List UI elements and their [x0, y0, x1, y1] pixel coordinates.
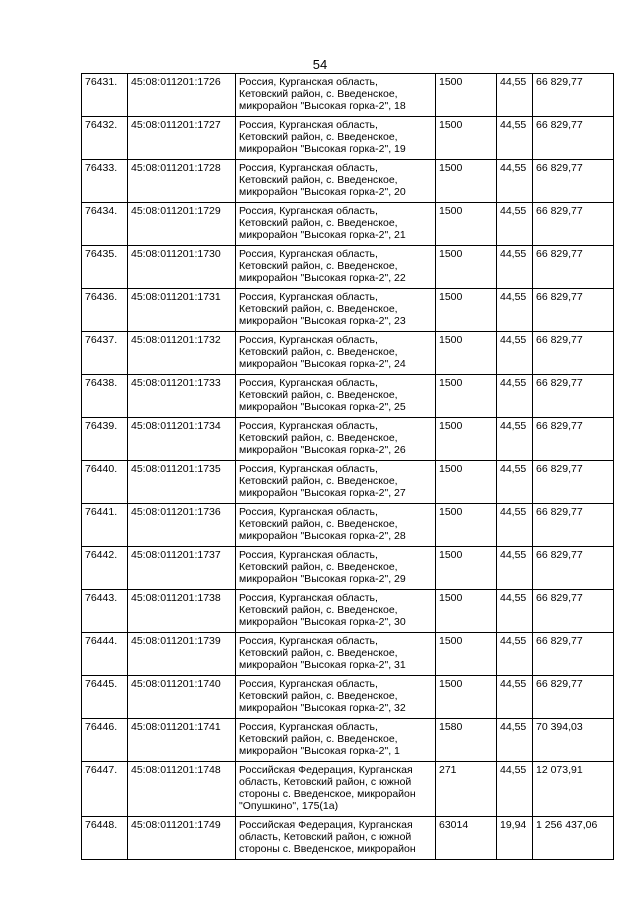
cadastral-value-cell: 66 829,77 [533, 289, 614, 332]
row-number-cell: 76445. [82, 676, 128, 719]
rate-cell: 44,55 [497, 418, 533, 461]
cadastral-value-cell: 66 829,77 [533, 246, 614, 289]
cadastral-number-cell: 45:08:011201:1735 [128, 461, 236, 504]
rate-cell: 44,55 [497, 719, 533, 762]
cadastral-value-cell: 66 829,77 [533, 160, 614, 203]
page-number: 54 [312, 57, 328, 72]
cadastral-value-cell: 12 073,91 [533, 762, 614, 817]
table-row [82, 160, 614, 203]
address-cell: Россия, Курганская область, Кетовский район, с. Введенское, микрорайон "Высокая горка-2", 1 [236, 719, 436, 762]
row-number-cell: 76433. [82, 160, 128, 203]
address-cell: Россия, Курганская область, Кетовский район, с. Введенское, микрорайон "Высокая горка-2", 32 [236, 676, 436, 719]
table-row [82, 719, 614, 762]
row-number-cell: 76437. [82, 332, 128, 375]
address-cell: Россия, Курганская область, Кетовский район, с. Введенское, микрорайон "Высокая горка-2", 19 [236, 117, 436, 160]
rate-cell: 44,55 [497, 504, 533, 547]
row-number-cell: 76443. [82, 590, 128, 633]
address-cell: Россия, Курганская область, Кетовский район, с. Введенское, микрорайон "Высокая горка-2", 30 [236, 590, 436, 633]
table-body [82, 74, 614, 860]
area-cell: 1500 [436, 676, 497, 719]
cadastral-number-cell: 45:08:011201:1728 [128, 160, 236, 203]
cadastral-number-cell: 45:08:011201:1749 [128, 817, 236, 860]
cadastral-value-cell: 66 829,77 [533, 547, 614, 590]
row-number-cell: 76447. [82, 762, 128, 817]
table-row [82, 817, 614, 860]
cadastral-number-cell: 45:08:011201:1738 [128, 590, 236, 633]
area-cell: 1500 [436, 418, 497, 461]
row-number-cell: 76432. [82, 117, 128, 160]
area-cell: 1500 [436, 289, 497, 332]
address-cell: Россия, Курганская область, Кетовский район, с. Введенское, микрорайон "Высокая горка-2", 28 [236, 504, 436, 547]
cadastral-number-cell: 45:08:011201:1727 [128, 117, 236, 160]
table-row [82, 246, 614, 289]
row-number-cell: 76440. [82, 461, 128, 504]
cadastral-number-cell: 45:08:011201:1740 [128, 676, 236, 719]
cadastral-value-cell: 66 829,77 [533, 633, 614, 676]
cadastral-value-cell: 66 829,77 [533, 504, 614, 547]
cadastral-number-cell: 45:08:011201:1741 [128, 719, 236, 762]
table-row [82, 332, 614, 375]
cadastral-number-cell: 45:08:011201:1739 [128, 633, 236, 676]
row-number-cell: 76441. [82, 504, 128, 547]
cadastral-number-cell: 45:08:011201:1726 [128, 74, 236, 117]
table-row [82, 633, 614, 676]
cadastral-value-cell: 66 829,77 [533, 590, 614, 633]
cadastral-value-cell: 66 829,77 [533, 461, 614, 504]
cadastral-value-cell: 66 829,77 [533, 418, 614, 461]
area-cell: 271 [436, 762, 497, 817]
address-cell: Россия, Курганская область, Кетовский район, с. Введенское, микрорайон "Высокая горка-2", 23 [236, 289, 436, 332]
cadastral-number-cell: 45:08:011201:1748 [128, 762, 236, 817]
row-number-cell: 76442. [82, 547, 128, 590]
row-number-cell: 76444. [82, 633, 128, 676]
address-cell: Российская Федерация, Курганская область, Кетовский район, с южной стороны с. Введенское, микрорайон "Опушкино", 175(1а) [236, 762, 436, 817]
rate-cell: 44,55 [497, 203, 533, 246]
area-cell: 1500 [436, 74, 497, 117]
address-cell: Россия, Курганская область, Кетовский район, с. Введенское, микрорайон "Высокая горка-2", 31 [236, 633, 436, 676]
area-cell: 1580 [436, 719, 497, 762]
address-cell: Россия, Курганская область, Кетовский район, с. Введенское, микрорайон "Высокая горка-2", 26 [236, 418, 436, 461]
address-cell: Россия, Курганская область, Кетовский район, с. Введенское, микрорайон "Высокая горка-2", 27 [236, 461, 436, 504]
address-cell: Россия, Курганская область, Кетовский район, с. Введенское, микрорайон "Высокая горка-2", 20 [236, 160, 436, 203]
rate-cell: 44,55 [497, 547, 533, 590]
area-cell: 1500 [436, 160, 497, 203]
address-cell: Россия, Курганская область, Кетовский район, с. Введенское, микрорайон "Высокая горка-2", 21 [236, 203, 436, 246]
cadastral-number-cell: 45:08:011201:1737 [128, 547, 236, 590]
row-number-cell: 76435. [82, 246, 128, 289]
row-number-cell: 76434. [82, 203, 128, 246]
area-cell: 1500 [436, 203, 497, 246]
address-cell: Россия, Курганская область, Кетовский район, с. Введенское, микрорайон "Высокая горка-2", 25 [236, 375, 436, 418]
row-number-cell: 76436. [82, 289, 128, 332]
area-cell: 1500 [436, 246, 497, 289]
rate-cell: 44,55 [497, 160, 533, 203]
area-cell: 1500 [436, 461, 497, 504]
rate-cell: 44,55 [497, 676, 533, 719]
table-row [82, 461, 614, 504]
area-cell: 63014 [436, 817, 497, 860]
area-cell: 1500 [436, 504, 497, 547]
rate-cell: 44,55 [497, 246, 533, 289]
cadastral-value-cell: 66 829,77 [533, 203, 614, 246]
table-row [82, 590, 614, 633]
address-cell: Россия, Курганская область, Кетовский район, с. Введенское, микрорайон "Высокая горка-2", 29 [236, 547, 436, 590]
rate-cell: 19,94 [497, 817, 533, 860]
table-row [82, 74, 614, 117]
rate-cell: 44,55 [497, 74, 533, 117]
table-row [82, 676, 614, 719]
row-number-cell: 76446. [82, 719, 128, 762]
rate-cell: 44,55 [497, 633, 533, 676]
cadastral-value-cell: 1 256 437,06 [533, 817, 614, 860]
table-row [82, 547, 614, 590]
table-row [82, 203, 614, 246]
rate-cell: 44,55 [497, 289, 533, 332]
cadastral-value-cell: 70 394,03 [533, 719, 614, 762]
cadastral-number-cell: 45:08:011201:1729 [128, 203, 236, 246]
table-row [82, 418, 614, 461]
cadastral-value-cell: 66 829,77 [533, 676, 614, 719]
area-cell: 1500 [436, 332, 497, 375]
table-row [82, 504, 614, 547]
cadastral-number-cell: 45:08:011201:1736 [128, 504, 236, 547]
cadastral-value-cell: 66 829,77 [533, 332, 614, 375]
row-number-cell: 76439. [82, 418, 128, 461]
area-cell: 1500 [436, 547, 497, 590]
address-cell: Россия, Курганская область, Кетовский район, с. Введенское, микрорайон "Высокая горка-2", 22 [236, 246, 436, 289]
row-number-cell: 76431. [82, 74, 128, 117]
address-cell: Российская Федерация, Курганская область, Кетовский район, с южной стороны с. Введенское, микрорайон [236, 817, 436, 860]
table-row [82, 117, 614, 160]
rate-cell: 44,55 [497, 375, 533, 418]
cadastral-number-cell: 45:08:011201:1730 [128, 246, 236, 289]
cadastral-value-cell: 66 829,77 [533, 74, 614, 117]
row-number-cell: 76448. [82, 817, 128, 860]
table-row [82, 375, 614, 418]
cadastral-value-cell: 66 829,77 [533, 117, 614, 160]
cadastral-number-cell: 45:08:011201:1734 [128, 418, 236, 461]
address-cell: Россия, Курганская область, Кетовский район, с. Введенское, микрорайон "Высокая горка-2", 18 [236, 74, 436, 117]
address-cell: Россия, Курганская область, Кетовский район, с. Введенское, микрорайон "Высокая горка-2", 24 [236, 332, 436, 375]
row-number-cell: 76438. [82, 375, 128, 418]
area-cell: 1500 [436, 375, 497, 418]
area-cell: 1500 [436, 633, 497, 676]
cadastral-value-cell: 66 829,77 [533, 375, 614, 418]
rate-cell: 44,55 [497, 117, 533, 160]
rate-cell: 44,55 [497, 332, 533, 375]
land-plot-table [81, 73, 614, 860]
area-cell: 1500 [436, 590, 497, 633]
area-cell: 1500 [436, 117, 497, 160]
rate-cell: 44,55 [497, 590, 533, 633]
rate-cell: 44,55 [497, 762, 533, 817]
cadastral-number-cell: 45:08:011201:1732 [128, 332, 236, 375]
cadastral-number-cell: 45:08:011201:1731 [128, 289, 236, 332]
rate-cell: 44,55 [497, 461, 533, 504]
table-row [82, 289, 614, 332]
table-row [82, 762, 614, 817]
cadastral-number-cell: 45:08:011201:1733 [128, 375, 236, 418]
